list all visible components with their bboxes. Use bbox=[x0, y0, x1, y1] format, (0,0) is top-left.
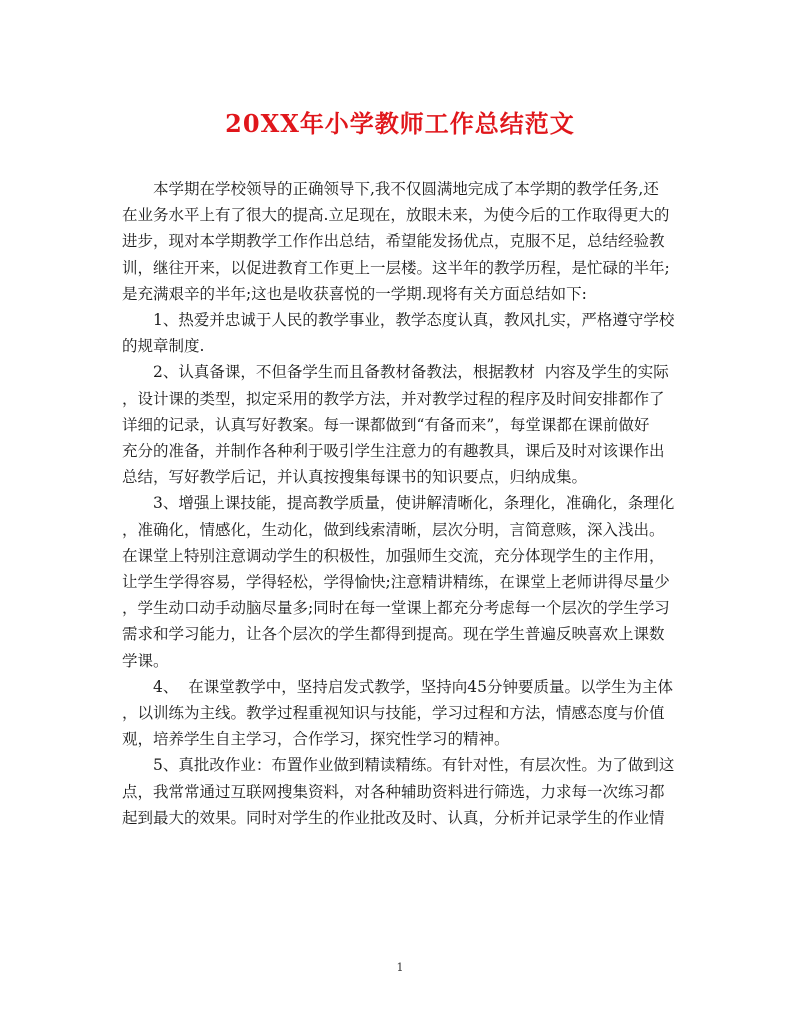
text-line: 让学生学得容易，学得轻松，学得愉快;注意精讲精练，在课堂上老师讲得尽量少 bbox=[122, 573, 670, 592]
text-line: 进步，现对本学期教学工作作出总结，希望能发扬优点，克服不足，总结经验教 bbox=[122, 232, 665, 251]
text-line: ，学生动口动手动脑尽量多;同时在每一堂课上都充分考虑每一个层次的学生学习 bbox=[122, 599, 670, 618]
document-title: 20XX年小学教师工作总结范文 bbox=[225, 109, 575, 138]
text-line: 3、增强上课技能，提高教学质量，使讲解清晰化，条理化，准确化，条理化 bbox=[122, 494, 675, 513]
text-line: 训，继往开来，以促进教育工作更上一层楼。这半年的教学历程，是忙碌的半年; bbox=[122, 258, 670, 277]
document-body bbox=[122, 176, 688, 831]
text-line: ，设计课的类型，拟定采用的教学方法，并对教学过程的程序及时间安排都作了 bbox=[122, 389, 665, 408]
paragraph bbox=[122, 307, 688, 359]
text-line: 需求和学习能力，让各个层次的学生都得到提高。现在学生普遍反映喜欢上课数 bbox=[122, 625, 665, 644]
text-line: ，以训练为主线。教学过程重视知识与技能，学习过程和方法，情感态度与价值 bbox=[122, 704, 665, 723]
paragraph bbox=[122, 674, 688, 753]
text-line: 4、 在课堂教学中，坚持启发式教学，坚持向45分钟要质量。以学生为主体 bbox=[122, 677, 673, 696]
text-line: ，准确化，情感化，生动化，做到线索清晰，层次分明，言简意赅，深入浅出。 bbox=[122, 520, 665, 539]
text-line: 5、真批改作业：布置作业做到精读精练。有针对性，有层次性。为了做到这 bbox=[122, 756, 675, 775]
text-line: 总结，写好教学后记，并认真按搜集每课书的知识要点，归纳成集。 bbox=[122, 468, 588, 487]
page-number: 1 bbox=[396, 961, 404, 974]
paragraph bbox=[122, 752, 688, 831]
text-line: 的规章制度. bbox=[122, 337, 205, 356]
text-line: 充分的准备，并制作各种利于吸引学生注意力的有趣教具，课后及时对该课作出 bbox=[122, 442, 665, 461]
text-line: 点，我常常通过互联网搜集资料，对各种辅助资料进行筛选，力求每一次练习都 bbox=[122, 782, 665, 801]
paragraph bbox=[122, 490, 688, 673]
text-line: 学课。 bbox=[122, 651, 169, 670]
paragraph bbox=[122, 359, 688, 490]
text-line: 在业务水平上有了很大的提高.立足现在，放眼未来，为使今后的工作取得更大的 bbox=[122, 206, 670, 225]
text-line: 1、热爱并忠诚于人民的教学事业，教学态度认真，教风扎实，严格遵守学校 bbox=[122, 311, 675, 330]
text-line: 在课堂上特别注意调动学生的积极性，加强师生交流，充分体现学生的主作用， bbox=[122, 546, 665, 565]
paragraph bbox=[122, 176, 688, 307]
text-line: 2、认真备课，不但备学生而且备教材备教法，根据教材 内容及学生的实际 bbox=[122, 363, 669, 382]
text-line: 本学期在学校领导的正确领导下,我不仅圆满地完成了本学期的教学任务,还 bbox=[122, 180, 659, 198]
text-line: 观，培养学生自主学习，合作学习，探究性学习的精神。 bbox=[122, 730, 510, 749]
text-line: 是充满艰辛的半年;这也是收获喜悦的一学期.现将有关方面总结如下: bbox=[122, 284, 587, 303]
text-line: 详细的记录，认真写好教案。每一课都做到“有备而来”，每堂课都在课前做好 bbox=[122, 415, 650, 434]
text-line: 起到最大的效果。同时对学生的作业批改及时、认真，分析并记录学生的作业情 bbox=[122, 808, 665, 827]
